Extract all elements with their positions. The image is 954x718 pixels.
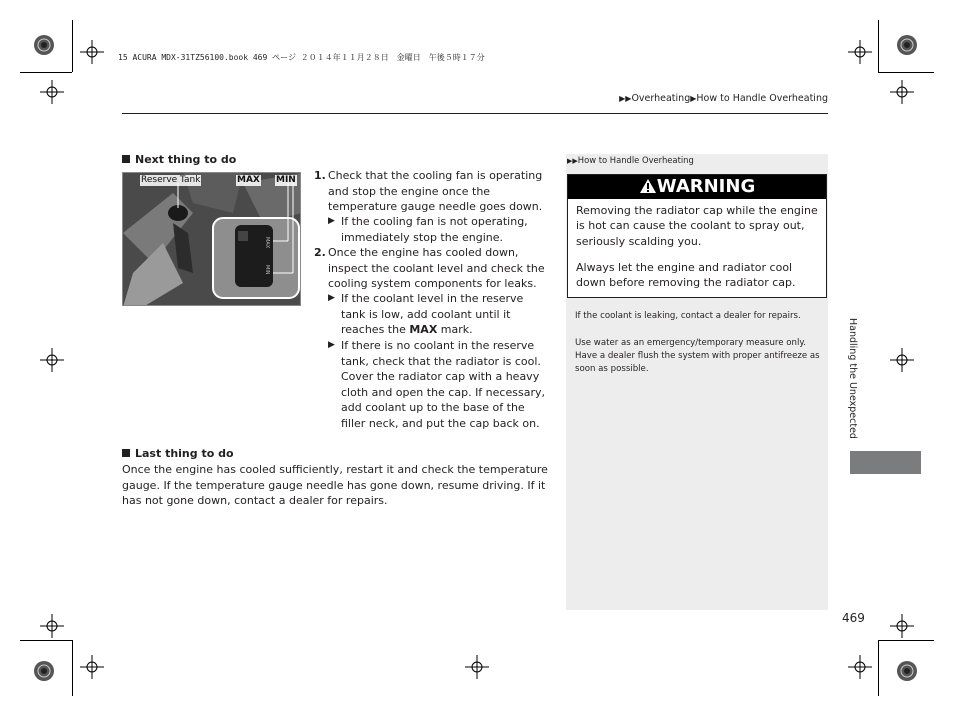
last-thing-body: Once the engine has cooled sufficiently, restart it and check the temperature gauge. If the temperature gauge needle has gone down, resume driving. If it has not gone down, contact a dealer for repairs. [122,463,548,508]
chapter-tab-text: Handling the Unexpected [847,318,858,439]
sidebar-note-leak: If the coolant is leaking, contact a dealer for repairs. [575,311,801,321]
registration-mark-icon [896,34,918,56]
section-heading-last [122,447,234,460]
warning-text-1: Removing the radiator cap while the engine is hot can cause the coolant to spray out, seriously scalding you. [576,204,818,248]
chapter-tab-marker [850,451,921,474]
breadcrumb-item-how-to-handle[interactable]: How to Handle Overheating [696,93,828,104]
arrow-right-icon: ▶ [328,293,335,303]
max-emphasis: MAX [409,323,438,337]
step-1 [314,168,554,215]
warning-title: WARNING [656,176,756,197]
reference-icon: ▶▶ [567,157,578,165]
header-rule [122,113,828,114]
sidebar-ref-title[interactable]: How to Handle Overheating [577,155,694,165]
registration-mark-icon [33,34,55,56]
breadcrumb [619,93,828,104]
step-number: 1. [314,169,326,182]
warning-header [568,175,826,199]
engine-bay-figure [122,172,301,306]
sidebar-ref [567,155,694,165]
max-label: MAX [237,175,260,185]
page-number: 469 [842,611,865,625]
crosshair-target-icon [465,655,489,679]
sub-step-text [341,291,550,338]
sub-step-text-part: mark. [437,323,473,337]
breadcrumb-item-overheating[interactable]: Overheating [631,93,691,104]
registration-mark-icon [896,660,918,682]
sidebar-note-water: Use water as an emergency/temporary measure only. Have a dealer flush the system with proper antifreeze as soon as possible. [575,338,820,374]
double-triangle-icon: ▶▶ [619,94,632,103]
engine-photo-illustration [123,173,301,306]
square-bullet-icon [122,155,130,163]
step-number: 2. [314,246,326,259]
crosshair-target-icon [40,348,64,372]
step-text: Check that the cooling fan is operating and stop the engine once the temperature gauge needle goes down. [328,169,543,214]
square-bullet-icon [122,449,130,457]
crosshair-target-icon [80,40,104,64]
print-header: 15 ACURA MDX-31TZ56100.book 469 ページ ２０１４年１１月２８日 金曜日 午後５時１７分 [118,53,485,62]
crop-mark [20,72,72,73]
section-heading-next [122,153,236,166]
reserve-tank-label: Reserve Tank [141,175,201,185]
arrow-right-icon: ▶ [328,340,335,350]
registration-mark-icon [33,660,55,682]
warning-box [567,174,827,298]
section-heading-text: Next thing to do [135,153,237,166]
tank-max-mark: MAX [264,237,270,249]
step-1-sub [328,214,550,245]
crop-mark [878,72,934,73]
arrow-right-icon: ▶ [328,216,335,226]
sub-step-text: If there is no coolant in the reserve tank, check that the radiator is cool. Cover the radiator cap with a heavy cloth and open the cap. If necessary, add coolant up to the base of the filler neck, and put the cap back on. [341,339,545,430]
crosshair-target-icon [40,80,64,104]
crop-mark [878,640,934,641]
crop-mark [878,20,879,72]
step-2 [314,245,554,292]
crop-mark [72,20,73,72]
crop-mark [878,640,879,696]
crosshair-target-icon [890,614,914,638]
crosshair-target-icon [80,655,104,679]
warning-text-2: Always let the engine and radiator cool down before removing the radiator cap. [576,261,796,290]
crosshair-target-icon [848,40,872,64]
sub-step-text-part: If the coolant level in the reserve tank is low, add coolant until it reaches the [341,292,524,337]
step-2-sub-1 [328,291,550,338]
min-label: MIN [276,175,296,185]
crop-mark [20,640,72,641]
step-text: Once the engine has cooled down, inspect the coolant level and check the cooling system components for leaks. [328,246,545,291]
triangle-icon: ▶ [690,94,697,103]
tank-min-mark: MIN [264,265,270,275]
crosshair-target-icon [890,348,914,372]
crosshair-target-icon [40,614,64,638]
sub-step-text: If the cooling fan is not operating, immediately stop the engine. [341,215,528,244]
step-2-sub-2 [328,338,550,432]
section-heading-text: Last thing to do [135,447,234,460]
crop-mark [72,640,73,696]
crosshair-target-icon [890,80,914,104]
crosshair-target-icon [848,655,872,679]
warning-triangle-icon [639,178,657,194]
chapter-tab-label [844,318,860,448]
